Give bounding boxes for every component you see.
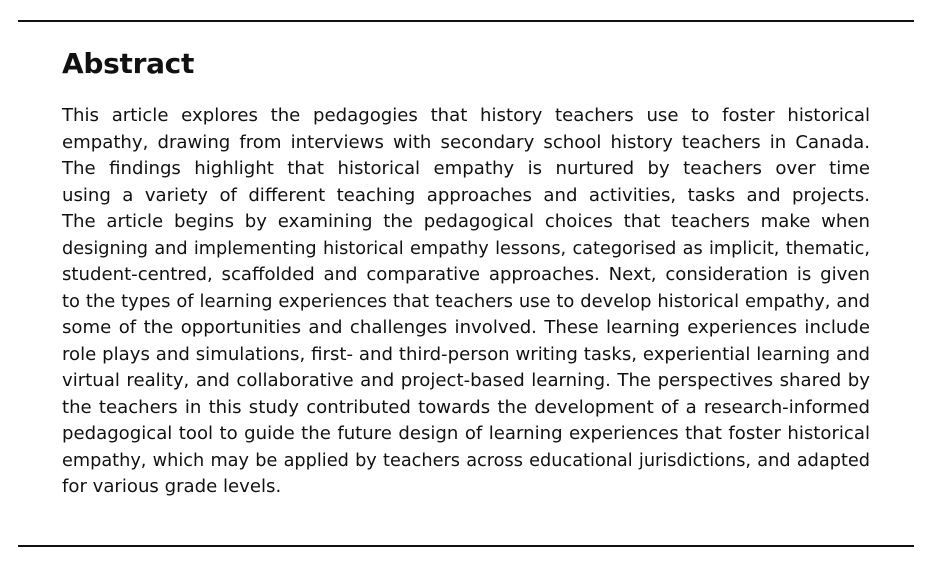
top-rule <box>18 20 914 22</box>
abstract-line: student-centred, scaffolded and comparative approaches. Next, consideration is given <box>62 264 870 285</box>
abstract-line: some of the opportunities and challenges involved. These learning experiences include <box>62 317 870 338</box>
section-heading: Abstract <box>62 47 195 80</box>
abstract-line: the teachers in this study contributed towards the development of a research-informed <box>62 396 870 418</box>
abstract-line: designing and implementing historical empathy lessons, categorised as implicit, thematic, <box>62 238 870 259</box>
abstract-line: virtual reality, and collaborative and project-based learning. The perspectives shared by <box>62 370 870 391</box>
abstract-line: This article explores the pedagogies that history teachers use to foster historical <box>62 105 870 126</box>
abstract-line: empathy, drawing from interviews with secondary school history teachers in Canada. <box>62 131 870 153</box>
abstract-line: pedagogical tool to guide the future design of learning experiences that foster historical <box>62 423 870 444</box>
abstract-body <box>62 103 870 501</box>
abstract-line: role plays and simulations, first- and third-person writing tasks, experiential learning and <box>62 343 870 365</box>
abstract-line: The article begins by examining the pedagogical choices that teachers make when <box>62 211 870 232</box>
abstract-line: The findings highlight that historical empathy is nurtured by teachers over time <box>62 158 870 179</box>
abstract-line: using a variety of different teaching approaches and activities, tasks and projects. <box>62 184 870 206</box>
bottom-rule <box>18 545 914 547</box>
abstract-line: for various grade levels. <box>62 476 282 497</box>
abstract-line: to the types of learning experiences that teachers use to develop historical empathy, and <box>62 290 870 312</box>
abstract-line: empathy, which may be applied by teachers across educational jurisdictions, and adapted <box>62 450 870 471</box>
